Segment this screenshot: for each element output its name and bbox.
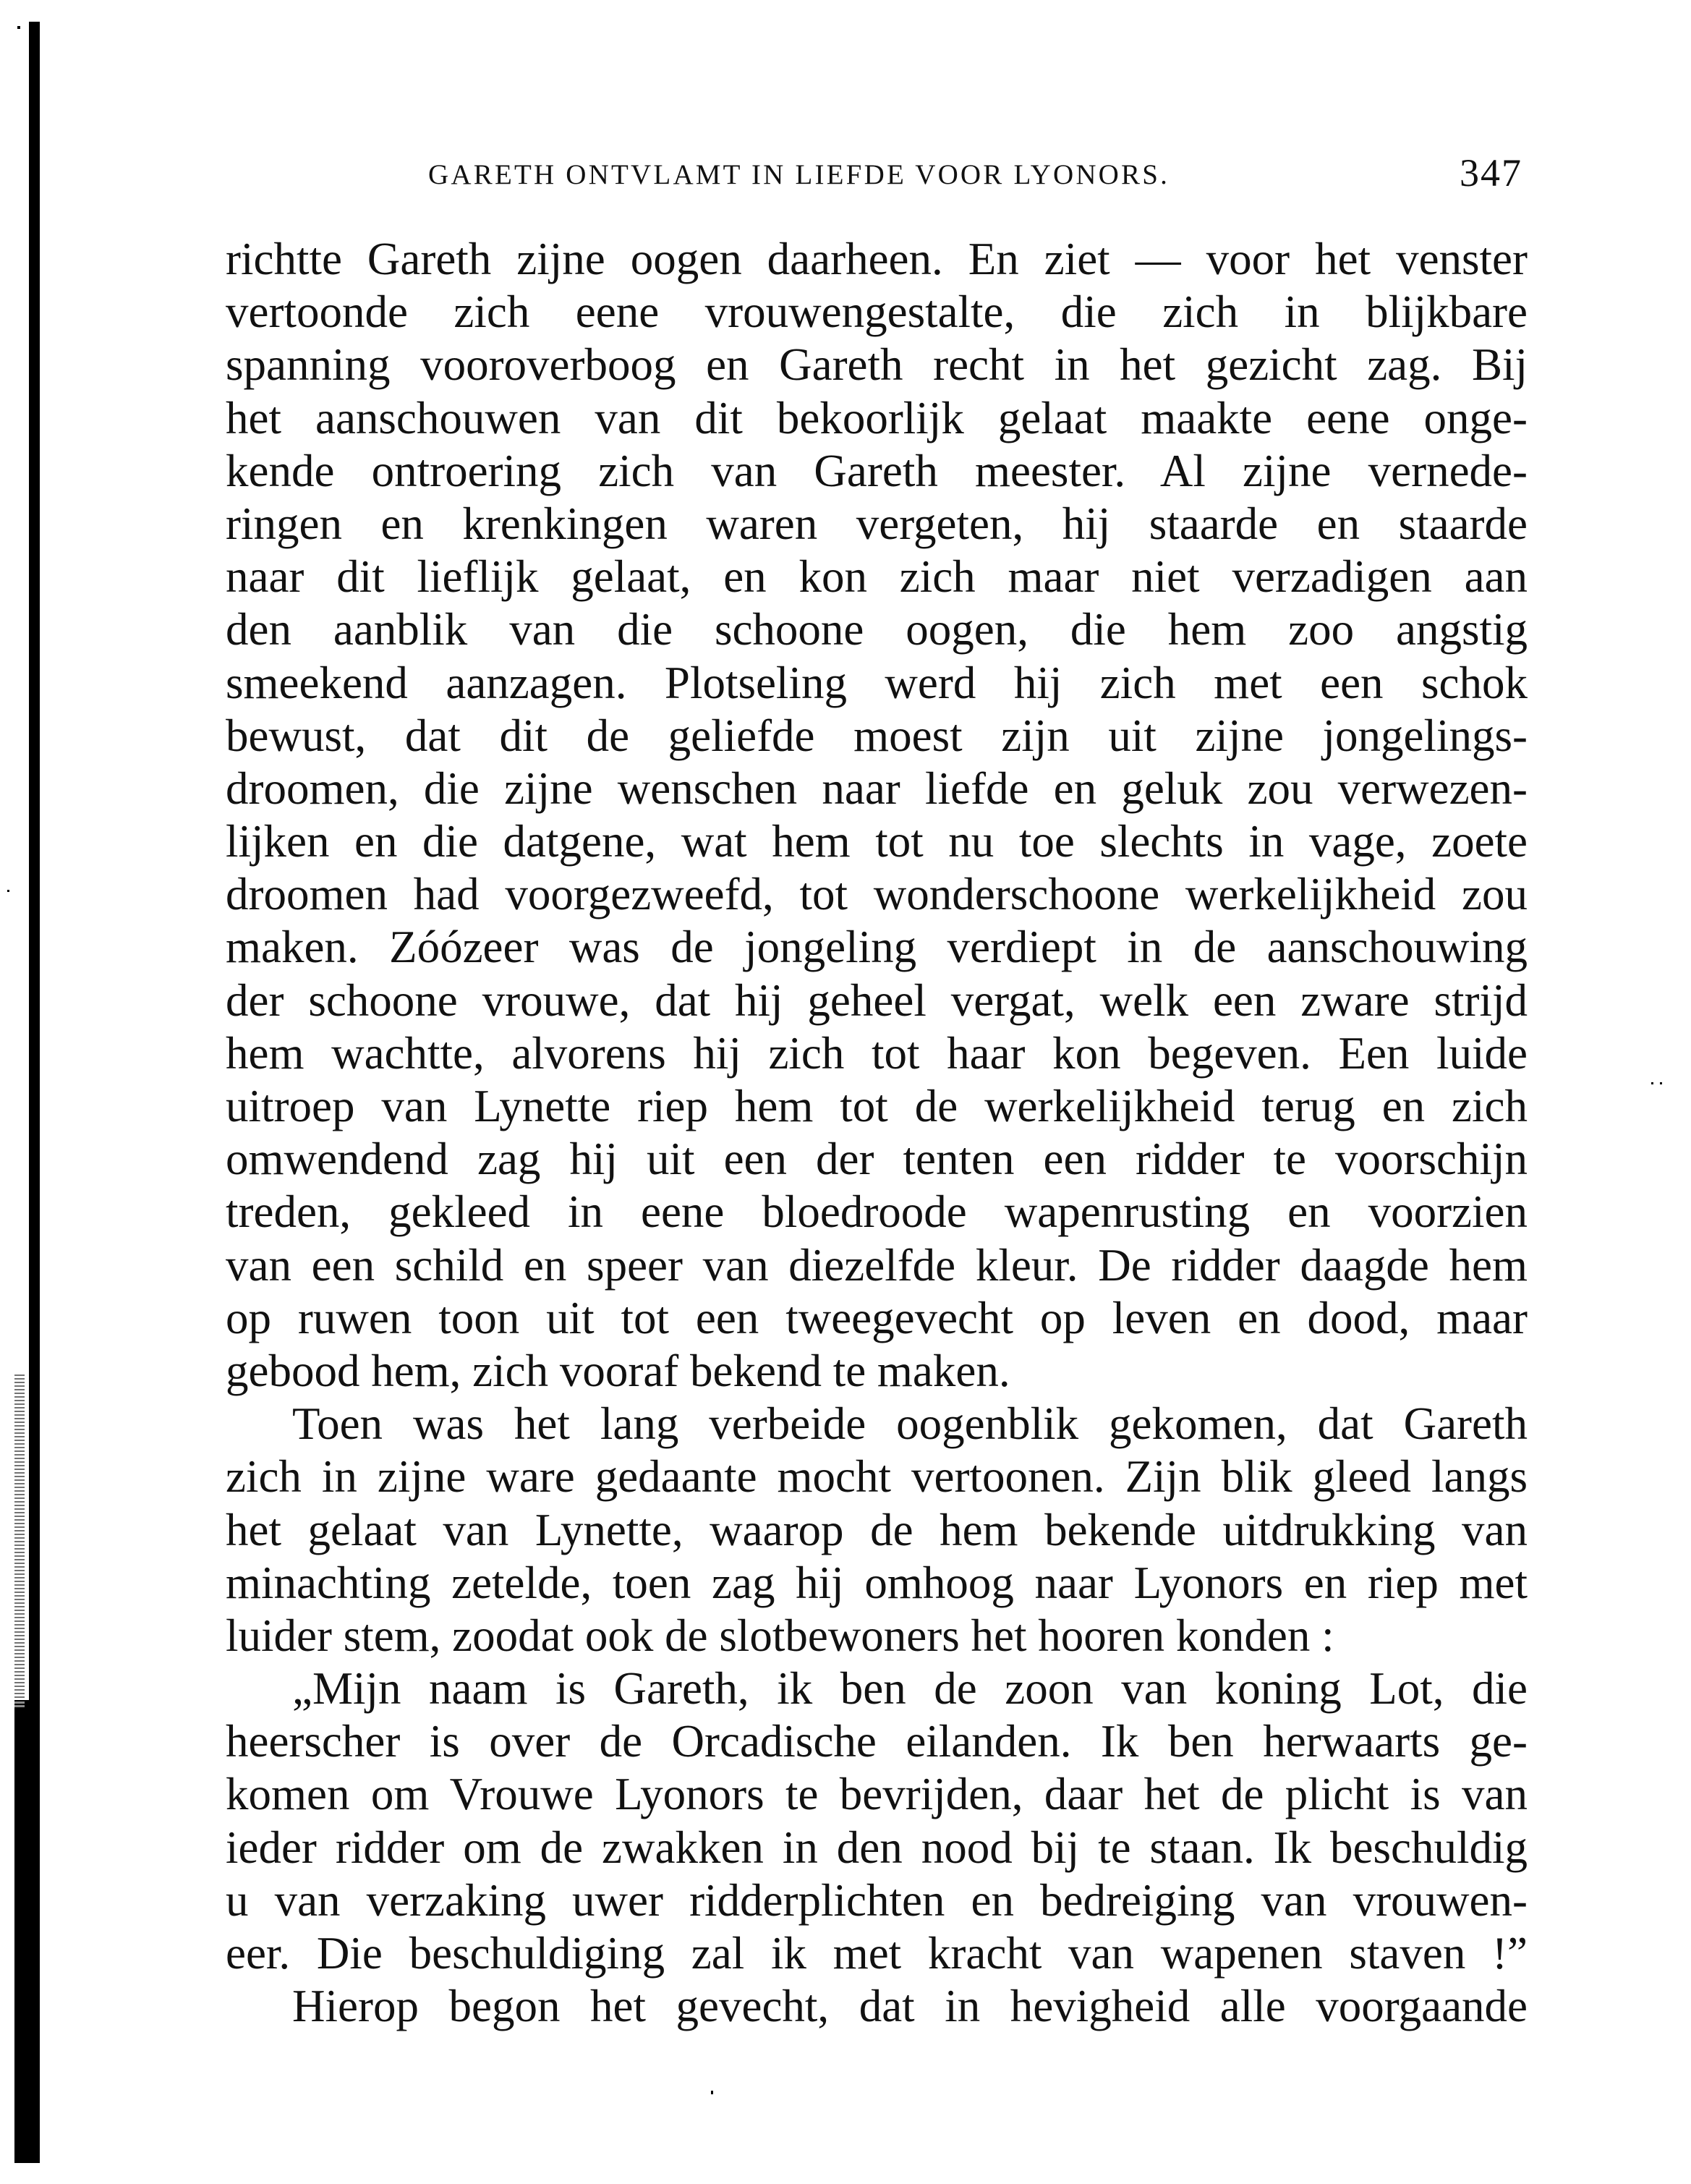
text-line: der schoone vrouwe, dat hij geheel vergat, welk een zware strijd <box>226 974 1528 1026</box>
text-line: komen om Vrouwe Lyonors te bevrijden, daar het de plicht is van <box>226 1769 1528 1820</box>
text-line: lijken en die datgene, wat hem tot nu toe slechts in vage, zoete <box>226 816 1528 867</box>
text-line: u van verzaking uwer ridderplichten en bedreiging van vrouwen- <box>226 1874 1528 1926</box>
text-line: „Mijn naam is Gareth, ik ben de zoon van koning Lot, die <box>292 1663 1528 1715</box>
text-line: ieder ridder om de zwakken in den nood bij te staan. Ik beschuldig <box>226 1822 1528 1873</box>
text-line: vertoonde zich eene vrouwengestalte, die zich in blijkbare <box>226 286 1528 338</box>
text-line: minachting zetelde, toen zag hij omhoog naar Lyonors en riep met <box>226 1557 1528 1608</box>
text-line: luider stem, zoodat ook de slotbewoners het hooren konden : <box>226 1610 1334 1661</box>
text-line: richtte Gareth zijne oogen daarheen. En ziet — voor het venster <box>226 234 1528 284</box>
scan-speck <box>1660 1082 1662 1084</box>
text-line: uitroep van Lynette riep hem tot de werkelijkheid terug en zich <box>226 1081 1528 1131</box>
text-line: zich in zijne ware gedaante mocht vertoonen. Zijn blik gleed langs <box>226 1451 1528 1503</box>
text-line: smeekend aanzagen. Plotseling werd hij zich met een schok <box>226 657 1528 708</box>
body-text <box>226 233 1528 2033</box>
scan-noise <box>14 1374 25 1707</box>
text-line: op ruwen toon uit tot een tweegevecht op leven en dood, maar <box>226 1292 1528 1343</box>
text-line: van een schild en speer van diezelfde kleur. De ridder daagde hem <box>226 1239 1528 1291</box>
text-line: droomen had voorgezweefd, tot wonderschoone werkelijkheid zou <box>226 869 1528 920</box>
page-number: 347 <box>1460 151 1522 195</box>
text-line: spanning vooroverboog en Gareth recht in het gezicht zag. Bij <box>226 339 1528 391</box>
text-line: maken. Zóózeer was de jongeling verdiept in de aanschouwing <box>226 922 1528 973</box>
text-line: kende ontroering zich van Gareth meester. Al zijne vernede- <box>226 445 1528 496</box>
scan-speck <box>711 2091 713 2094</box>
text-line: hem wachtte, alvorens hij zich tot haar kon begeven. Een luide <box>226 1027 1528 1079</box>
text-line: bewust, dat dit de geliefde moest zijn uit zijne jongelings- <box>226 710 1528 761</box>
scan-speck <box>7 890 9 892</box>
text-line: het gelaat van Lynette, waarop de hem bekende uitdrukking van <box>226 1504 1528 1555</box>
text-line: Hierop begon het gevecht, dat in hevigheid alle voorgaande <box>292 1981 1528 2032</box>
text-line: het aanschouwen van dit bekoorlijk gelaat maakte eene onge- <box>226 392 1528 443</box>
page-binding-edge-lower <box>14 1700 33 2163</box>
text-line: naar dit lieflijk gelaat, en kon zich maar niet verzadigen aan <box>226 551 1528 603</box>
text-line: omwendend zag hij uit een der tenten een ridder te voorschijn <box>226 1134 1528 1185</box>
text-line: treden, gekleed in eene bloedroode wapenrusting en voorzien <box>226 1186 1528 1238</box>
scan-speck <box>17 26 20 29</box>
text-line: gebood hem, zich vooraf bekend te maken. <box>226 1345 1010 1396</box>
text-line: eer. Die beschuldiging zal ik met kracht van wapenen staven !” <box>226 1928 1528 1979</box>
running-head: GARETH ONTVLAMT IN LIEFDE VOOR LYONORS. <box>428 159 1170 190</box>
text-line: droomen, die zijne wenschen naar liefde en geluk zou verwezen- <box>226 762 1528 814</box>
text-line: heerscher is over de Orcadische eilanden. Ik ben herwaarts ge- <box>226 1716 1528 1767</box>
text-line: Toen was het lang verbeide oogenblik gekomen, dat Gareth <box>292 1398 1528 1450</box>
text-line: den aanblik van die schoone oogen, die hem zoo angstig <box>226 604 1528 655</box>
text-line: ringen en krenkingen waren vergeten, hij staarde en staarde <box>226 498 1528 549</box>
scan-speck <box>1651 1082 1653 1084</box>
